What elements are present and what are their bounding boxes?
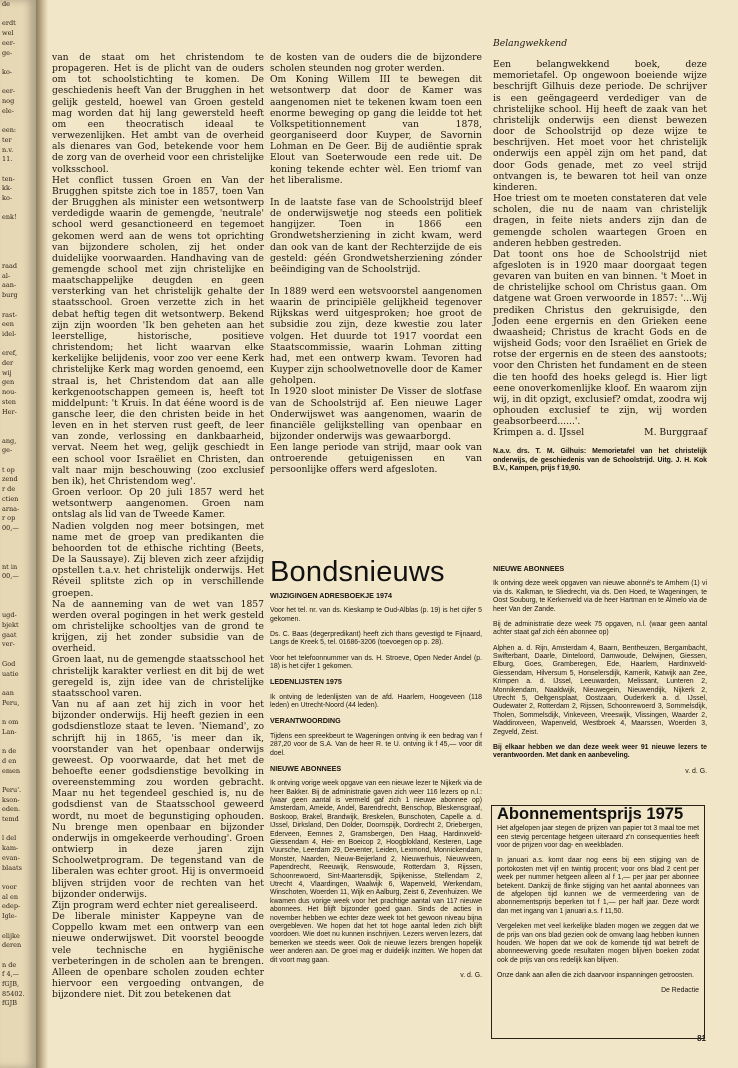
paragraph: Van nu af aan zet hij zich in voor het bijzonder onderwijs. Hij heeft gezien in een godsdienstloze staat te leven. 'Niemand', zo schrijft hij in 1865, 'is meer dan ik, voorstander van het openbaar onderwijs geweest. Op voorwaarde, dat het met de behoefte eener godsdienstige bevolking in overeenstemming zou worden gebracht. Maar nu het tegendeel geschied is, nu de godsdienst van de Staatsschool geweerd wordt, nu moet de begunstiging ophouden. Nu brenge men openbaar en bijzonder onderwijs in omgekeerde verhouding'. Groen ontwierp in deze jaren zijn Schoolwetprogram. De tegenstand van de liberalen was echter groot. Hij is onvermoeid blijven strijden voor de rechten van het bijzonder onderwijs. xyxy=(52,699,264,900)
paragraph: Groen verloor. Op 20 juli 1857 werd het wetsontwerp aangenomen. Groen nam ontslag als lid van de Tweede Kamer. xyxy=(52,487,264,521)
previous-page-fragment xyxy=(0,708,36,718)
previous-page-fragment: edep- xyxy=(2,902,21,911)
paragraph: Om Koning Willem III te bewegen dit wetsontwerp dat door de Kamer was aangenomen niet te tekenen kwam toen een enorme beweging op gang die leidde tot het Volkspetitionnement van 1878, georganiseerd door Kuyper, de Savornin Lohman en De Geer. Bij de audiëntie sprak Elout van Soeterwoude een rede uit. De koning tekende echter wèl. Een triomf van het liberalisme. xyxy=(270,74,482,186)
previous-page-fragment xyxy=(0,456,36,466)
previous-page-fragment: enk! xyxy=(2,213,17,222)
previous-page-fragment: r de xyxy=(2,485,16,494)
nieuwe-abonnees-section xyxy=(493,565,707,783)
previous-page-fragment: ge- xyxy=(2,48,13,57)
paragraph: Ik ontving de ledenlijsten van de afd. Haarlem, Hoogeveen (118 leden) en Utrecht-Noord (44 leden). xyxy=(270,693,482,710)
previous-page-fragment: eref, xyxy=(2,349,18,358)
previous-page-fragment: zend xyxy=(2,475,18,484)
previous-page-fragment: r op xyxy=(2,514,16,523)
subheading: VERANTWOORDING xyxy=(270,716,341,726)
subheading: LEDENLIJSTEN 1975 xyxy=(270,677,342,687)
previous-page-fragment: n om xyxy=(2,718,19,727)
previous-page-fragment xyxy=(0,679,36,689)
section-heading: Belangwekkend xyxy=(493,38,568,49)
previous-page-fragment xyxy=(0,737,36,747)
paragraph: Een belangwekkend boek, deze memorietafel. Op ongewoon boeiende wijze beschrijft Gilhuis deze periode. De schrijver is een geëngageerd verdediger van de christelijke school. Hij heeft de zaak van het christelijk onderwijs een dienst bewezen door de Schoolstrijd op deze wijze te beschrijven. Het moet voor het christelijk onderwijs een appèl zijn om het pand, dat door Gods genade, met zo veel strijd ontvangen is, te bewaren tot heil van onze kinderen. xyxy=(493,59,707,193)
previous-page-fragment xyxy=(0,58,36,68)
previous-page-fragment: f 4,— xyxy=(2,970,20,979)
previous-page-fragment: ko- xyxy=(2,194,13,203)
previous-page-fragment: ter xyxy=(2,135,12,144)
previous-page-fragment: idel- xyxy=(2,329,17,338)
paragraph: Vergeleken met veel kerkelijke bladen mogen we zeggen dat we de prijs van ons blad gezien ook de omvang laag hebben kunnen houden. We hopen dat we ook de komende tijd wat betreft de abonneewerving goede resultaten mogen blijven boeken zodat ook de prijs van ons redelijk kan blijven. xyxy=(497,923,699,964)
previous-page-fragment xyxy=(0,922,36,932)
previous-page-fragment: fGJB, xyxy=(2,980,20,989)
paragraph: Voor het tel. nr. van ds. Kieskamp te Oud-Alblas (p. 19) is het cijfer 5 gekomen. xyxy=(270,607,482,623)
paragraph: Voor het telefoonnummer van ds. H. Stroeve, Open Neder Andel (p. 18) is het cijfer 1 gekomen. xyxy=(270,654,482,671)
previous-page-fragment: erdt xyxy=(2,19,16,28)
paragraph: Dat toont ons hoe de Schoolstrijd niet afgesloten is in 1920 maar doorgaat tegen gevaren van buiten en van binnen. 't Moet in de christelijke school om Christus gaan. Om datgene wat Groen verwoorde in 1857: '...Wij prediken Christus den gekruisigde, den Joden eene ergernis en den Grieken eene dwaasheid; Christus de kracht Gods en de wijsheid Gods; voor den Israëliet en Griek de rotse der ergernis en de steen des aanstoots; voor den Christen het fundament en de steen die ten hoofd des hoeks gelegd is. Hier ligt eene onoverkomenlijke kloof. En waarom zijn wij, in dit opzigt, exclusief? omdat, zoodra wij ophouden exclusief te zijn, wij worden geabsorbeerd......'. xyxy=(493,248,707,428)
bondsnieuws-title: Bondsnieuws xyxy=(270,556,445,588)
previous-page-fragment: kson- xyxy=(2,795,20,804)
previous-page-fragment: n de xyxy=(2,960,17,969)
paragraph: De liberale minister Kappeyne van de Coppello kwam met een ontwerp van een nieuwe onderwijswet. Dit voorstel beoogde vele technische en hygiënische verbeteringen in de scholen aan te brengen. Alleen de openbare scholen zouden echter hiervoor een vergoeding ontvangen, de bijzondere niet. Dit zou betekenen dat xyxy=(52,911,264,1001)
previous-page-fragment: nog xyxy=(2,97,15,106)
previous-page-fragment: emen xyxy=(2,766,21,775)
previous-page-fragment xyxy=(0,427,36,437)
previous-page-fragment xyxy=(0,301,36,311)
previous-page-fragment: temd xyxy=(2,815,19,824)
previous-page-fragment: ugd- xyxy=(2,611,17,620)
page-number: 81 xyxy=(697,1034,706,1043)
previous-page-fragment xyxy=(0,340,36,350)
previous-page-fragment: God xyxy=(2,659,16,668)
previous-page-fragment: t op xyxy=(2,465,15,474)
previous-page-fragment xyxy=(0,252,36,262)
previous-page-fragment: nt in xyxy=(2,562,18,571)
previous-page-fragment: elijke xyxy=(2,931,20,940)
previous-page-fragment: 11. xyxy=(2,155,13,164)
box-title: Abonnementsprijs 1975 xyxy=(497,805,684,823)
previous-page-fragment xyxy=(0,602,36,612)
previous-page-fragment: aan xyxy=(2,688,14,697)
previous-page-fragment: Igle- xyxy=(2,912,17,921)
paragraph: Ds. C. Baas (degerpredikant) heeft zich thans gevestigd te Fijnaard, Langs de Kreek 5, tel. 01686-3206 (toevoegen op p. 28). xyxy=(270,631,482,647)
article-column-2 xyxy=(270,52,482,476)
previous-page-fragment: n de xyxy=(2,747,17,756)
previous-page-fragment: ctien xyxy=(2,494,19,503)
previous-page-fragment: al- xyxy=(2,271,11,280)
previous-page-fragment: Peru, xyxy=(2,698,20,707)
previous-page-edge xyxy=(0,0,38,1068)
previous-page-fragment: gen xyxy=(2,378,15,387)
signature: De Redactie xyxy=(661,987,699,995)
paragraph: van de staat om het christendom te propageren. Het is de plicht van de ouders om tot schoolstichting te komen. De geschiedenis heeft Van der Brugghen in het gelijk gesteld, hoewel van Groen gesteld mag worden dat hij lang gewersteld heeft om een theocratisch ideaal te verwezenlijken. Het ambt van de overheid als dienares van God, betekende voor hem de zorg van de overheid voor een christelijke volksschool. xyxy=(52,52,264,175)
paragraph: Alphen a. d. Rijn, Amsterdam 4, Baarn, Bentheuzen, Bergambacht, Swifterbant, Daarle, Dinteloord, Damwoude, Delwijnen, Giessen, Elburg, Goes, Gramberegen, Ede, Haarlem, Hardinxveld-Giessendam, Hilversum 5, Honselersdijk, Kamerik, Katwijk aan Zee, Krimpen a. d. IJssel, Leeuwarden, Melissant, Lunteren 2, Monnikendam, Naaldwijk, Nieuwegein, Nieuwendijk, Nijkerk 2, Utrecht 5, Oeltgensplaat, Oostzaan, Ouderkerk a. d. IJssel, Oudewater 2, Rotterdam 2, Rijssen, Schoonrewoerd 3, Sommelsdijk, Tholen, Sommelsdijk, Vinkeveen, Vreeswijk, Vlissingen, Waarder 2, Waddinxveen, Wapenveld, Westbroek 4, Maarssen, Woerden 3, Zegveld, Zeist. xyxy=(493,644,707,736)
subheading: WIJZIGINGEN ADRESBOEKJE 1974 xyxy=(270,591,392,600)
previous-page-fragment: ver- xyxy=(2,640,15,649)
previous-page-fragment xyxy=(0,78,36,88)
article-column-3 xyxy=(493,38,707,474)
previous-page-fragment xyxy=(0,951,36,961)
previous-page-fragment: Peru'. xyxy=(2,785,22,794)
previous-page-fragment: kk- xyxy=(2,184,12,193)
book-note: N.a.v. drs. T. M. Gilhuis: Memorietafel van het christelijk onderwijs, de geschiedenis van de Schoolstrijd. Uitg. J. H. Kok B.V., Kampen, prijs f 19,90. xyxy=(493,448,707,473)
previous-page-fragment: 00,— xyxy=(2,572,19,581)
previous-page-fragment: n.v. xyxy=(2,145,14,154)
signature: v. d. G. xyxy=(685,767,707,775)
previous-page-fragment: een: xyxy=(2,126,17,135)
previous-page-fragment: wel xyxy=(2,29,14,38)
paragraph: In de laatste fase van de Schoolstrijd bleef de onderwijswetje nog steeds een politiek hangijzer. Toen in 1866 een Grondwetsherziening in zicht kwam, werd dan ook van de kant der Rechterzijde de eis gesteld: géén Grondwetsherziening zónder beëindiging van de Schoolstrijd. xyxy=(270,196,482,275)
previous-page-fragment xyxy=(0,553,36,563)
paragraph: Een lange periode van strijd, maar ook van ontroerende getuigenissen en van persoonlijke offers werd afgesloten. xyxy=(270,442,482,476)
previous-page-fragment xyxy=(0,582,36,592)
previous-page-fragment: aan- xyxy=(2,281,17,290)
previous-page-fragment xyxy=(0,10,36,20)
paragraph: In 1920 sloot minister De Visser de slotfase van de Schoolstrijd af. Een nieuwe Lager Onderwijswet was aangenomen, waarin de financiële gelijkstelling van openbaar en bijzonder onderwijs was gewaarborgd. xyxy=(270,386,482,442)
abonnementsprijs-box xyxy=(491,805,705,1039)
previous-page-fragment: eer- xyxy=(2,87,15,96)
previous-page-fragment: der xyxy=(2,359,14,368)
previous-page-fragment: eden. xyxy=(2,805,21,814)
previous-page-fragment: eer- xyxy=(2,38,15,47)
previous-page-fragment xyxy=(0,116,36,126)
previous-page-fragment: wij xyxy=(2,368,12,377)
section-heading: NIEUWE ABONNEES xyxy=(493,564,565,573)
paragraph: de kosten van de ouders die de bijzondere scholen steunden nog groter werden. xyxy=(270,52,482,75)
previous-page-fragment xyxy=(0,873,36,883)
paragraph: Nadien volgden nog meer botsingen, met name met de groep van predikanten die behoorden tot de ethische richting (Beets, De la Saussaye). Zij bleven zich zeer afzijdig opstellen t.a.v. het christelijk onderwijs. Het Réveil splitste zich op in verschillende groepen. xyxy=(52,520,264,599)
paragraph: Ik ontving deze week opgaven van nieuwe abonné's te Arnhem (1) vi via ds. Kalkman, te Sliedrecht, via ds. Den Hoed, te Wageningen, te Oost Souburg, te Kerkenveld via de heer Hartman en te Almelo via de heer Van der Zande. xyxy=(493,580,707,613)
previous-page-fragment: fGJB xyxy=(2,999,17,1008)
previous-page-fragment xyxy=(0,233,36,243)
paragraph: In januari a.s. komt daar nog eens bij een stijging van de portokosten met vijf en twintig procent; voor ons blad 2 cent per week per nummer hetgeen alleen al f 1,— per jaar per abonnee betekent. Dankzij de flinke stijging van het aantal abonnees van de afgelopen tijd kunnen we de vermeerdering van de abonnementsprijs beperken tot f 1,— per half jaar. Deze wordt dan met ingang van 1 januari a.s. f 11,50. xyxy=(497,857,699,915)
previous-page-fragment xyxy=(0,543,36,553)
paragraph: In 1889 werd een wetsvoorstel aangenomen waarin de principiële gelijkheid tegenover Rijkskas werd uitgesproken; hoe groot de subsidie zou zijn, deze kwestie zou later volgen. Het duurde tot 1917 voordat een Staatscommissie, waarin Lohman zitting had, met een ontwerp kwam. Tevoren had Kuyper zijn schoolwetnovelle door de Kamer geholpen. xyxy=(270,285,482,387)
subheading: NIEUWE ABONNEES xyxy=(270,763,342,773)
previous-page-fragment xyxy=(0,417,36,427)
previous-page-fragment: deren xyxy=(2,941,22,950)
paragraph: Bij elkaar hebben we dan deze week weer 91 nieuwe lezers te verantwoorden. Met dank en aanbeveling. xyxy=(493,743,707,760)
paragraph: Bij de administratie deze week 75 opgaven, n.l. (waar geen aantal achter staat gaf zich één abonnee op) xyxy=(493,620,707,637)
previous-page-fragment: rast- xyxy=(2,310,18,319)
previous-page-fragment: 00,— xyxy=(2,523,19,532)
previous-page-fragment: Lan- xyxy=(2,727,17,736)
previous-page-fragment: l del xyxy=(2,834,17,843)
previous-page-fragment: ele- xyxy=(2,106,14,115)
previous-page-fragment: 85402. xyxy=(2,989,25,998)
signature: v. d. G. xyxy=(460,971,482,979)
previous-page-fragment: de xyxy=(2,0,11,8)
previous-page-fragment: Her- xyxy=(2,407,17,416)
signature-line xyxy=(493,427,707,438)
previous-page-fragment: d en xyxy=(2,756,17,765)
previous-page-fragment xyxy=(0,534,36,544)
bondsnieuws-body xyxy=(270,592,482,987)
previous-page-fragment: kam- xyxy=(2,844,19,853)
previous-page-fragment: burg xyxy=(2,291,18,300)
paragraph: Tijdens een spreekbeurt te Wageningen ontving ik een bedrag van f 287,20 voor de S.A. Van de heer R. te U. ontving ik f 45,— voor dit doel. xyxy=(270,732,482,757)
previous-page-fragment: ko- xyxy=(2,67,13,76)
previous-page-fragment: gaat xyxy=(2,630,17,639)
page-gutter xyxy=(36,0,48,1068)
previous-page-fragment xyxy=(0,650,36,660)
previous-page-fragment: nou- xyxy=(2,388,17,397)
previous-page-fragment: al en xyxy=(2,892,19,901)
previous-page-fragment: ang, xyxy=(2,436,17,445)
paragraph: Onze dank aan allen die zich daarvoor inspanningen getroosten. xyxy=(497,972,694,980)
signature-author: M. Burggraaf xyxy=(644,427,707,439)
previous-page-fragment xyxy=(0,204,36,214)
paragraph: Zijn program werd echter niet gerealiseerd. xyxy=(52,899,258,911)
article-column-1 xyxy=(52,52,264,1000)
previous-page-fragment: raad xyxy=(2,261,18,270)
previous-page-fragment: evan- xyxy=(2,853,20,862)
paragraph: Het afgelopen jaar stegen de prijzen van papier tot 3 maal toe met een stevig percentage hetgeen uiteraard z'n consequenties heeft voor de prijzen voor dag- en weekbladen. xyxy=(497,825,699,850)
previous-page-fragment xyxy=(0,165,36,175)
previous-page-fragment: voor xyxy=(2,882,17,891)
paragraph: Ik ontving vorige week opgave van een nieuwe lezer te Nijkerk via de heer Bakker. Bij de administratie gaven zich weer 116 lezers op n.l.: (waar geen aantal is vermeld gaf zich 1 nieuwe abonnee op) Amsterdam, Ameide, Andel, Barendrecht, Benschop, Bleskensgraaf, Boskoop, Brakel, Brandwijk, Breskelen, Bunschoten, Capelle a. d. IJssel, Dirksland, Den Dolder, Doornspijk, Dordrecht 2, Driebergen, Ederveen, Eemnes 2, Gramsbergen, Den Haag, Hardinxveld-Giessendam 4, Hei- en Boeicop 2, Hoogblokland, Kesteren, Lage Vuursche, Leerdam 29, Deventer, Leiden, Lexmond, Monnickendam, Monster, Naarden, Nieuw-Beijerland 2, Nieuwerhuis, Nieuwveen, Papendrecht, Reeuwijk, Renswoude, Rotterdam 3, Rijssen, Schoonrewoerd, Sint-Maartensdijk, Spijkenisse, Stellendam 2, Utrecht 4, Vlaardingen, Waalwijk 6, Wapenveld, Werkendam, Winschoten, Woerden 11, Wijk en Aalburg, Zeist 6, Zevenhuizen. We kwamen dus vorige week voor het prachtige aantal van 117 nieuwe abonnees. Het blijft bijzonder goed gaan. Sinds de acties in november hebben we echter deze week tot het gewoon niveau bijna overgebleven. We hopen dat het tot hoge aantal leden zich blijft voordoen. Wie doet nu kunnen inschrijven. Lezers werven lezers, dat bemerken we steeds weer. Ook de nieuwe lezers brengen hopelijk weer anderen aan. De groei mag er duidelijk inzitten. We hopen dat dit voort mag gaan. xyxy=(270,780,482,964)
paragraph: Hoe triest om te moeten constateren dat vele scholen, die nu de naam van christelijk dragen, in feite niets anders zijn dan de gemengde scholen waartegen Groen en anderen hebben gestreden. xyxy=(493,193,707,249)
previous-page-fragment: een xyxy=(2,320,14,329)
signature-place: Krimpen a. d. IJssel xyxy=(493,427,585,439)
previous-page-fragment xyxy=(0,776,36,786)
previous-page-fragment xyxy=(0,825,36,835)
previous-page-fragment xyxy=(0,243,36,253)
previous-page-fragment: ten- xyxy=(2,174,15,183)
previous-page-fragment: ge- xyxy=(2,446,13,455)
paragraph: Het conflict tussen Groen en Van der Brugghen spitste zich toe in 1857, toen Van der Brugghen als minister een wetsontwerp verdedigde waarin de gemengde, 'neutrale' school werd gesanctioneerd en tegemoet gekomen werd aan de wens tot oprichting van bijzondere scholen, zij het onder duidelijke voorwaarden. Handhaving van de gemengde school met zijn christelijke en maatschappelijke deugden en geen versterking van het christelijk gehalte der staatsschool. Groen verzette zich in het debat heftig tegen dit wetsontwerp. Bekend zijn zijn woorden 'Ik ben geheten aan het leerstellige, historische, positieve christendom; het licht waarvan elke kerkelijke belijdenis, voor zoo ver eene Kerk christelijke Kerk mag worden genoemd, een straal is, het Christendom dat aan alle kerkgenootschappen gemeen is, heeft tot middelpunt: 't Kruis. In dat ééne woord is de gansche leer, die den christen beide in het leven en in het sterven rust geeft, de leer van zonde, verlossing en dankbaarheid, vervat. Neem het weg, gelijk geschiedt in een school voor Israëliet en Christen, dan valt naar mijn beschouwing (zoo exclusief ben ik), het Christendom weg'. xyxy=(52,174,264,487)
previous-page-fragment: bjekt xyxy=(2,621,19,629)
paragraph: Groen laat, nu de gemengde staatsschool het christelijk karakter verliest en dit bij de wet geregeld is, zijn idee van de christelijke staatsschool varen. xyxy=(52,654,264,699)
previous-page-fragment xyxy=(0,592,36,602)
previous-page-fragment: arna- xyxy=(2,504,20,513)
previous-page-fragment: blaats xyxy=(2,863,22,872)
previous-page-fragment: sten xyxy=(2,397,16,406)
previous-page-fragment xyxy=(0,223,36,233)
paragraph: Na de aanneming van de wet van 1857 werden overal pogingen in het werk gesteld om christelijke schooltjes van de grond te krijgen, zij het zonder subsidie van de overheid. xyxy=(52,598,264,655)
previous-page-fragment: uatie xyxy=(2,669,19,678)
